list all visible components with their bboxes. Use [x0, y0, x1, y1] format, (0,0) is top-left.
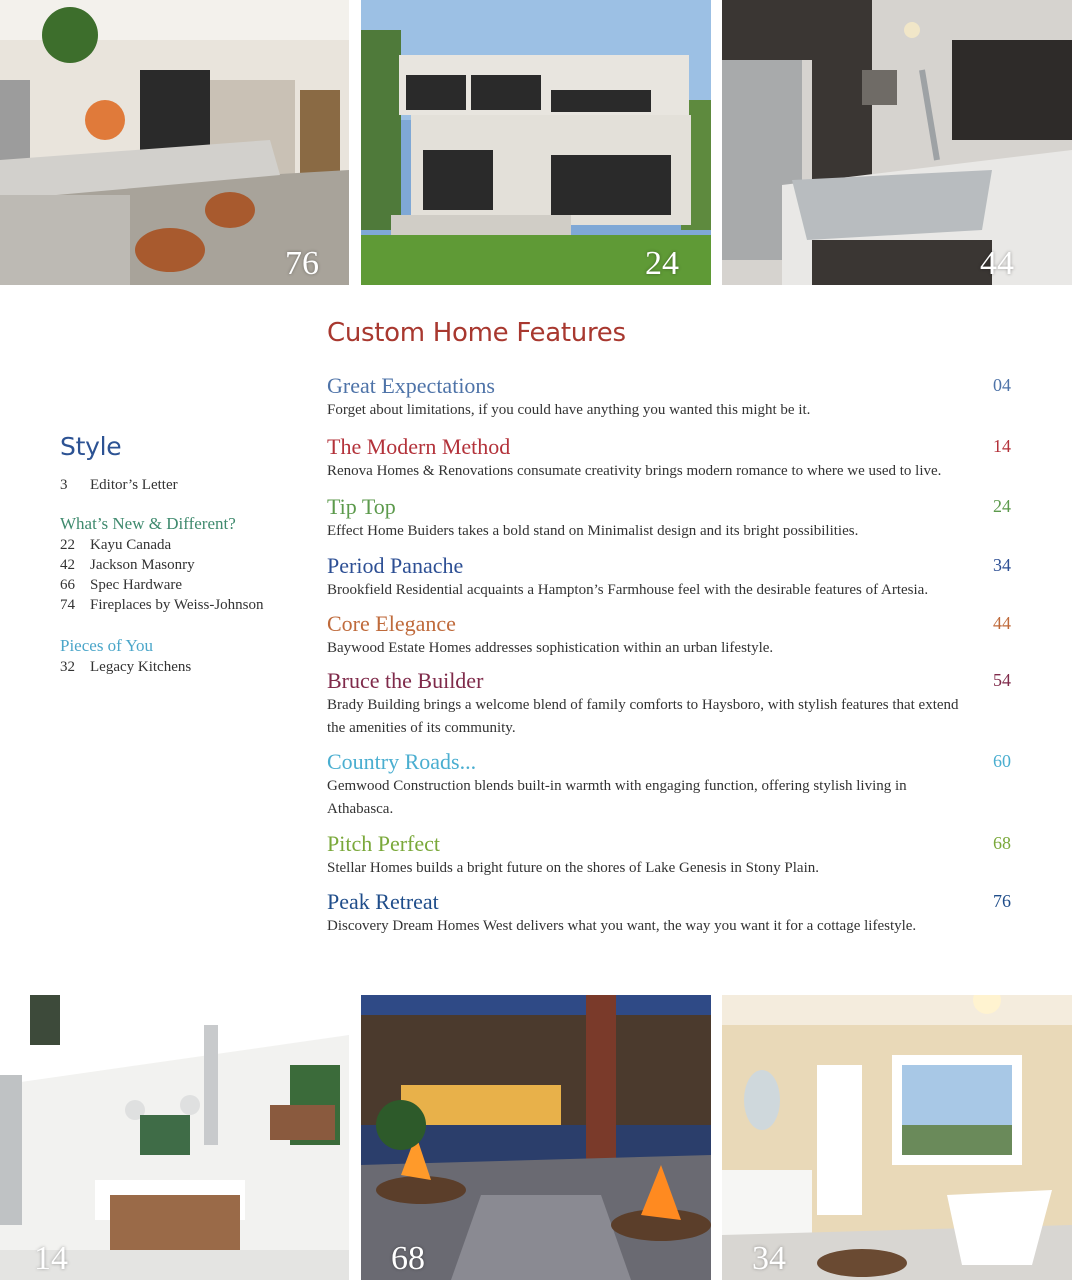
photo-page-number: 68 — [391, 1240, 425, 1277]
modern-house-photo — [361, 0, 711, 285]
whats-new-heading: What’s New & Different? — [60, 514, 236, 533]
photo-page-number: 14 — [34, 1240, 68, 1277]
item-label[interactable]: Legacy Kitchens — [90, 659, 192, 675]
entry-title[interactable]: The Modern Method — [327, 434, 511, 459]
entry-description: Discovery Dream Homes West delivers what you want, the way you want it for a cottage lifestyle. — [327, 918, 917, 934]
entry-description: Brady Building brings a welcome blend of family comforts to Haysboro, with stylish features that extend the amenities of its community. — [327, 697, 959, 736]
entry-page: 60 — [993, 751, 1011, 771]
entry-page: 34 — [993, 555, 1011, 575]
entry-description: Gemwood Construction blends built-in warmth with engaging function, offering stylish living in Athabasca. — [327, 778, 907, 817]
entry-description: Effect Home Buiders takes a bold stand on Minimalist design and its bright possibilities. — [327, 523, 859, 539]
item-label[interactable]: Spec Hardware — [90, 577, 183, 593]
toc-entry-bruce-the-builder[interactable] — [327, 668, 1017, 740]
toc-entry-country-roads[interactable] — [327, 749, 1017, 821]
patio-firebowls-photo — [361, 995, 711, 1280]
photo-page-number: 76 — [285, 245, 319, 282]
entry-title[interactable]: Period Panache — [327, 553, 464, 578]
entry-title[interactable]: Tip Top — [327, 494, 396, 519]
item-page: 32 — [60, 659, 75, 675]
entry-title[interactable]: Core Elegance — [327, 611, 456, 636]
toc-entry-pitch-perfect[interactable] — [327, 831, 1017, 880]
item-label[interactable]: Jackson Masonry — [90, 557, 195, 573]
style-item-spec-hardware[interactable] — [60, 575, 310, 595]
entry-title[interactable]: Pitch Perfect — [327, 831, 441, 856]
style-item-jackson-masonry[interactable] — [60, 555, 310, 575]
style-column — [60, 432, 310, 677]
toc-entry-tip-top[interactable] — [327, 494, 1017, 543]
toc-entry-peak-retreat[interactable] — [327, 889, 1017, 938]
item-page: 66 — [60, 577, 75, 593]
item-label[interactable]: Editor’s Letter — [90, 477, 178, 493]
white-kitchen-photo — [0, 995, 349, 1280]
entry-page: 76 — [993, 891, 1011, 911]
toc-entry-the-modern-method[interactable] — [327, 434, 1017, 483]
style-item-fireplaces[interactable] — [60, 595, 310, 615]
pieces-heading: Pieces of You — [60, 636, 154, 655]
toc-entry-great-expectations[interactable] — [327, 373, 1017, 422]
bathroom-photo — [722, 995, 1072, 1280]
entry-page: 14 — [993, 436, 1011, 456]
entry-description: Forget about limitations, if you could have anything you wanted this might be it. — [327, 402, 811, 418]
entry-page: 54 — [993, 670, 1011, 690]
entry-page: 04 — [993, 375, 1011, 395]
item-page: 42 — [60, 557, 75, 573]
entry-title[interactable]: Peak Retreat — [327, 889, 439, 914]
steel-sink-kitchen-photo — [722, 0, 1072, 285]
style-item-editors-letter[interactable] — [60, 475, 310, 495]
style-item-legacy-kitchens[interactable] — [60, 657, 310, 677]
entry-page: 44 — [993, 613, 1011, 633]
style-item-kayu-canada[interactable] — [60, 535, 310, 555]
entry-title[interactable]: Great Expectations — [327, 373, 495, 398]
photo-page-number: 24 — [645, 245, 679, 282]
entry-page: 24 — [993, 496, 1011, 516]
entry-description: Renova Homes & Renovations consumate creativity brings modern romance to where we used to live. — [327, 463, 942, 479]
item-page: 22 — [60, 537, 75, 553]
entry-page: 68 — [993, 833, 1011, 853]
toc-entry-core-elegance[interactable] — [327, 611, 1017, 660]
section-title: Custom Home Features — [327, 318, 626, 348]
kitchen-wood-photo — [0, 0, 349, 285]
style-heading: Style — [60, 432, 122, 461]
entry-title[interactable]: Bruce the Builder — [327, 668, 484, 693]
photo-page-number: 44 — [980, 245, 1014, 282]
item-page: 3 — [60, 477, 68, 493]
toc-entry-period-panache[interactable] — [327, 553, 1017, 602]
entry-title[interactable]: Country Roads... — [327, 749, 477, 774]
entry-description: Baywood Estate Homes addresses sophistication within an urban lifestyle. — [327, 640, 774, 656]
item-label[interactable]: Fireplaces by Weiss-Johnson — [90, 597, 264, 613]
photo-page-number: 34 — [752, 1240, 786, 1277]
item-page: 74 — [60, 597, 75, 613]
entry-description: Brookfield Residential acquaints a Hampton’s Farmhouse feel with the desirable features of Artesia. — [327, 582, 929, 598]
entry-description: Stellar Homes builds a bright future on the shores of Lake Genesis in Stony Plain. — [327, 860, 820, 876]
item-label[interactable]: Kayu Canada — [90, 537, 172, 553]
